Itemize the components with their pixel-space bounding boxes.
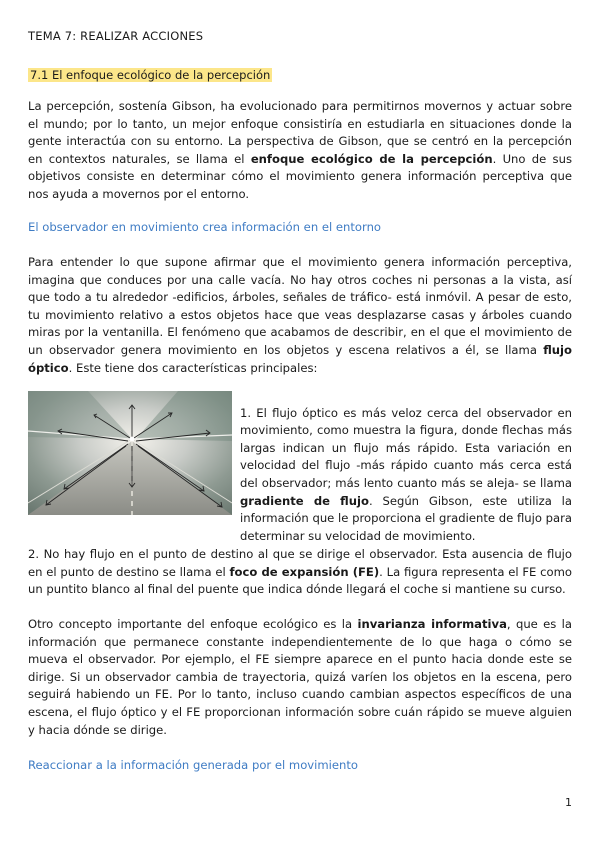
paragraph-5: Otro concepto importante del enfoque ecológico es la invarianza informativa, que es la información que permanece constante independientemente de lo que haga o cómo se mueva el observador. Por ejemplo, el FE siempre aparece en el punto hacia donde este se dirige. Si un observador cambia de trayectoria, quizá varíen los objetos en la escena, pero seguirá habiendo un FE. Por lo tanto, incluso cuando cambian aspectos específicos de una escena, el flujo óptico y el FE proporcionan información sobre cuán rápido se mueve alguien y hacia dónde se dirige. — [28, 617, 572, 737]
subheading-reacting-to-motion: Reaccionar a la información generada por el movimiento — [28, 758, 359, 772]
term-informational-invariance: invarianza informativa — [357, 617, 507, 631]
optic-flow-figure — [28, 391, 232, 515]
focus-of-expansion-dot — [130, 437, 135, 442]
chapter-header: TEMA 7: REALIZAR ACCIONES — [28, 29, 204, 43]
section-title — [28, 64, 572, 83]
section-title-highlight: 7.1 El enfoque ecológico de la percepción — [30, 68, 271, 82]
term-flow-gradient: gradiente de flujo — [240, 493, 369, 508]
optic-flow-road-image — [28, 391, 232, 515]
paragraph-3: 1. El flujo óptico es más veloz cerca del observador en movimiento, como muestra la figura, donde flechas más largas indican un flujo más rápido. Esta variación en velocidad del flujo -más rápido cuanto más cerca está del observador; más lento cuanto más se aleja- se llama gradiente de flujo. Según Gibson, este utiliza la información que le proporciona el gradiente de flujo para determinar su velocidad de movimiento. — [240, 405, 572, 543]
paragraph-2: Para entender lo que supone afirmar que el movimiento genera información perceptiva, imagina que conduces por una calle vacía. No hay otros coches ni personas a la vista, así que todo a tu alrededor -edificios, árboles, señales de tráfico- está inmóvil. A pesar de esto, tu movimiento relativo a estos objetos hace que veas desplazarse casas y árboles cuando miras por la ventanilla. El fenómeno que acabamos de describir, en el que el movimiento de un observador genera movimiento en los objetos y escena relativos a él, se llama flujo óptico. Este tiene dos características principales: — [28, 255, 572, 375]
term-ecological-approach: enfoque ecológico de la percepción — [250, 151, 493, 166]
term-optic-flow: flujo óptico — [28, 342, 572, 375]
subheading-observer-motion: El observador en movimiento crea información en el entorno — [28, 220, 382, 234]
term-focus-of-expansion: foco de expansión (FE) — [229, 564, 380, 579]
page-number: 1 — [565, 796, 572, 809]
paragraph-4: 2. No hay flujo en el punto de destino al que se dirige el observador. Esta ausencia de flujo en el punto de destino se llama el foco de expansión (FE). La figura representa el FE como un puntito blanco al final del puente que indica dónde llegará el coche si mantiene su curso. — [28, 547, 573, 597]
paragraph-1: La percepción, sostenía Gibson, ha evolucionado para permitirnos movernos y actuar sobre el mundo; por lo tanto, un mejor enfoque consistiría en estudiarla en situaciones donde la gente interactúa con su entorno. La perspectiva de Gibson, que se centró en la percepción en contextos naturales, se llama el enfoque ecológico de la percepción. Uno de sus objetivos consiste en determinar cómo el movimiento genera información perceptiva que nos ayuda a movernos por el entorno. — [28, 99, 572, 201]
